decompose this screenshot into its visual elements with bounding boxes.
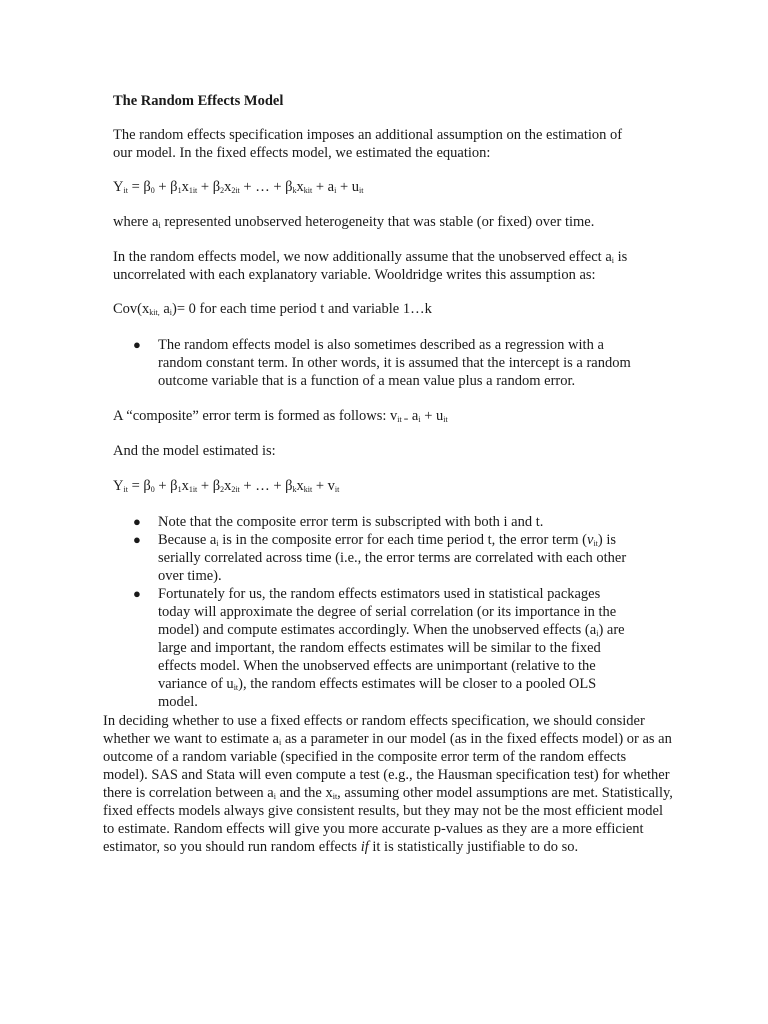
list-item: ● Note that the composite error term is subscripted with both i and t. xyxy=(133,514,544,530)
model-estimated-line: And the model estimated is: xyxy=(113,443,276,459)
list-item: ● Because $a_i$ is in the composite error for each time period t, the error term $(v_{it})$ is serially correlated across time (i.e., the error terms are correlated with each other over time). xyxy=(133,532,627,584)
bullet-icon: ● xyxy=(133,337,141,352)
intro-paragraph: The random effects specification imposes an additional assumption on the estimation of our model. In the fixed effects model, we estimated the equation: xyxy=(113,127,623,161)
random-effects-equation: $Y_{it} = \beta_0 + \beta_1x_{1it} + \beta_2x_{2it}$ + … + $\beta_kx_{kit} + v_{it}$ xyxy=(113,478,340,494)
list-item: ● The random effects model is also sometimes described as a regression with a random constant term. In other words, it is assumed that the intercept is a random outcome variable that is a function of a mean value plus a random error. xyxy=(133,337,631,389)
random-effects-paragraph: In the random effects model, we now additionally assume that the unobserved effect $a_i$ is uncorrelated with each explanatory variable. Wooldridge writes this assumption as: xyxy=(113,249,628,283)
closing-paragraph: In deciding whether to use a fixed effects or random effects specification, we should consider whether we want to estimate $a_i$ as a parameter in our model (as in the fixed effects model) or as an outcome of a random variable (specified in the composite error term of the random effects model). SAS and Stata will even compute a test (e.g., the Hausman specification test) for whether there is correlation between $a_i$ and the $x_{it}$, assuming other model assumptions are met. Statistically, fixed effects models always give consistent results, but they may not be the most efficient model to estimate. Random effects will give you more accurate p-values as they are a more efficient estimator, so you should run random effects if it is statistically justifiable to do so. xyxy=(103,713,673,855)
bullet-icon: ● xyxy=(133,586,141,601)
bullet-icon: ● xyxy=(133,532,141,547)
bullet-list-2 xyxy=(113,513,633,711)
document-title: The Random Effects Model xyxy=(113,93,284,109)
fixed-effects-equation: $Y_{it} = \beta_0 + \beta_1x_{1it} + \beta_2x_{2it}$ + … + $\beta_kx_{kit} + a_i + u_{it}$ xyxy=(113,179,364,195)
covariance-assumption: $Cov(x_{kit,}$ $a_i)= 0$ for each time period t and variable 1…k xyxy=(113,301,432,317)
bullet-list-1 xyxy=(113,336,633,390)
where-paragraph: where $a_i$ represented unobserved heterogeneity that was stable (or fixed) over time. xyxy=(113,214,595,230)
composite-error-paragraph: A “composite” error term is formed as follows: $v_{it =}$ $a_i + u_{it}$ xyxy=(113,408,448,424)
list-item: ● Fortunately for us, the random effects estimators used in statistical packages today will approximate the degree of serial correlation (or its importance in the model) and compute estimates accordingly. When the unobserved effects $(a_i)$ are large and important, the random effects estimates will be similar to the fixed effects model. When the unobserved effects are unimportant (relative to the variance of $u_{it}$), the random effects estimates will be closer to a pooled OLS model. xyxy=(133,586,625,710)
bullet-icon: ● xyxy=(133,514,141,529)
